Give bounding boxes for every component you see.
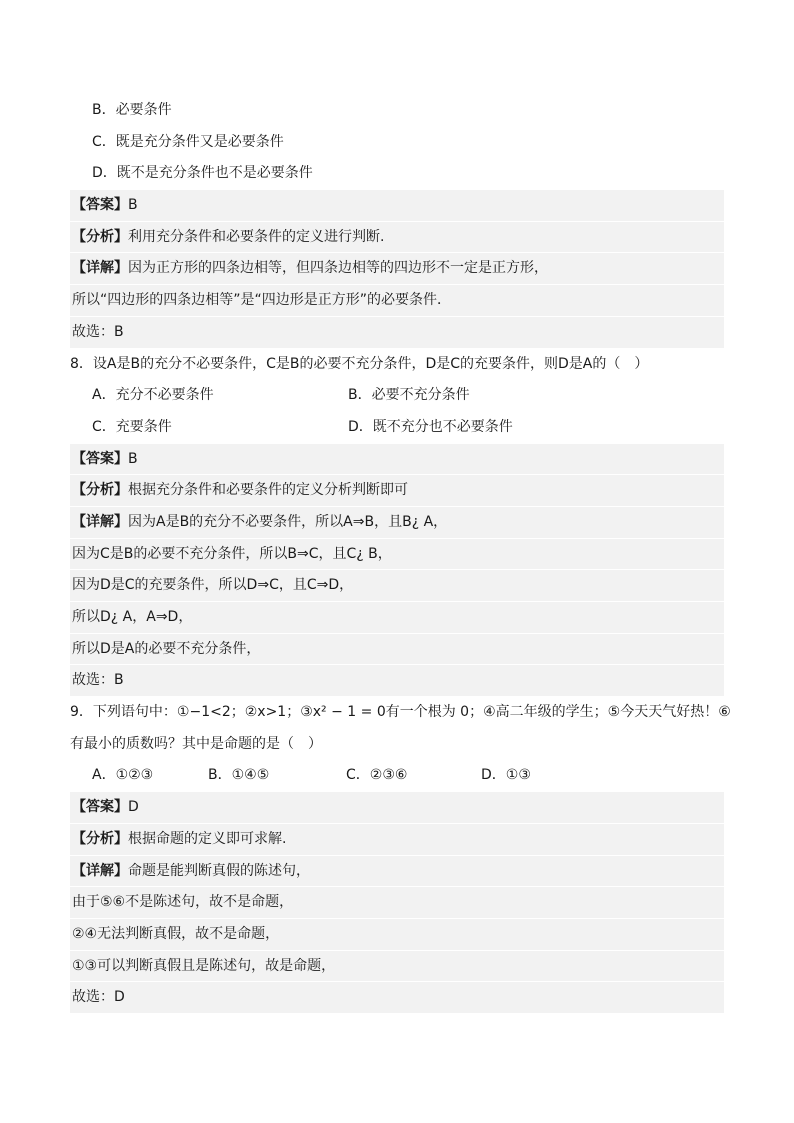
analysis-text: 根据命题的定义即可求解. [128, 830, 287, 847]
option-d: D．既不是充分条件也不是必要条件 [92, 165, 313, 182]
option-d: D．①③ [481, 767, 531, 784]
detail-line: 所以D¿ A，A⇒D， [70, 602, 724, 634]
answer-tag: 【答案】 [72, 799, 128, 816]
option-c: C．②③⑥ [346, 767, 408, 784]
answer-row [70, 792, 724, 824]
detail-row [70, 253, 724, 285]
analysis-row [70, 222, 724, 254]
detail-line: 故选：D [70, 982, 724, 1014]
detail-line: 因为C是B的必要不充分条件，所以B⇒C，且C¿ B， [70, 539, 724, 571]
option-row [70, 760, 724, 792]
analysis-text: 根据充分条件和必要条件的定义分析判断即可 [128, 482, 408, 499]
detail-row [70, 507, 724, 539]
detail-line: ①③可以判断真假且是陈述句，故是命题， [70, 951, 724, 983]
detail-tag: 【详解】 [72, 513, 128, 530]
detail-row [70, 856, 724, 888]
detail-line: ②④无法判断真假，故不是命题， [70, 919, 724, 951]
option-d: D．既不充分也不必要条件 [348, 418, 513, 435]
answer-value: B [128, 197, 138, 214]
option-row [70, 412, 724, 444]
detail-text: 因为A是B的充分不必要条件，所以A⇒B，且B¿ A， [128, 513, 448, 530]
analysis-tag: 【分析】 [72, 482, 128, 499]
detail-line: 所以“四边形的四条边相等”是“四边形是正方形”的必要条件． [70, 285, 724, 317]
analysis-row [70, 824, 724, 856]
detail-line: 所以D是A的必要不充分条件， [70, 634, 724, 666]
detail-line: 故选：B [70, 665, 724, 697]
detail-line: 故选：B [70, 317, 724, 349]
analysis-row [70, 475, 724, 507]
option-a: A．充分不必要条件 [92, 387, 214, 404]
question-stem: 9．下列语句中：①−1<2；②x>1；③x² − 1 = 0有一个根为 0；④高二年级的学生；⑤今天天气好热！⑥ [70, 704, 731, 721]
analysis-tag: 【分析】 [72, 830, 128, 847]
answer-value: D [128, 799, 139, 816]
answer-value: B [128, 450, 138, 467]
detail-tag: 【详解】 [72, 260, 128, 277]
question-stem: 8．设A是B的充分不必要条件，C是B的必要不充分条件，D是C的充要条件，则D是A的（ ） [70, 355, 649, 372]
option-row [70, 380, 724, 412]
option-c: C．充要条件 [92, 418, 172, 435]
analysis-text: 利用充分条件和必要条件的定义进行判断. [128, 228, 385, 245]
answer-tag: 【答案】 [72, 450, 128, 467]
option-c: C．既是充分条件又是必要条件 [92, 133, 284, 150]
detail-line: 因为D是C的充要条件，所以D⇒C，且C⇒D， [70, 570, 724, 602]
detail-tag: 【详解】 [72, 862, 128, 879]
option-b: B．①④⑤ [208, 767, 270, 784]
option-a: A．①②③ [92, 767, 154, 784]
answer-tag: 【答案】 [72, 197, 128, 214]
answer-row [70, 444, 724, 476]
document-page [70, 95, 731, 1014]
detail-text: 命题是能判断真假的陈述句， [128, 862, 310, 879]
question-stem-cont: 有最小的质数吗？其中是命题的是（ ） [70, 735, 322, 752]
answer-row [70, 190, 724, 222]
option-b: B．必要不充分条件 [348, 387, 470, 404]
detail-text: 因为正方形的四条边相等，但四条边相等的四边形不一定是正方形， [128, 260, 548, 277]
detail-line: 由于⑤⑥不是陈述句，故不是命题， [70, 887, 724, 919]
analysis-tag: 【分析】 [72, 228, 128, 245]
option-b: B．必要条件 [92, 102, 172, 118]
